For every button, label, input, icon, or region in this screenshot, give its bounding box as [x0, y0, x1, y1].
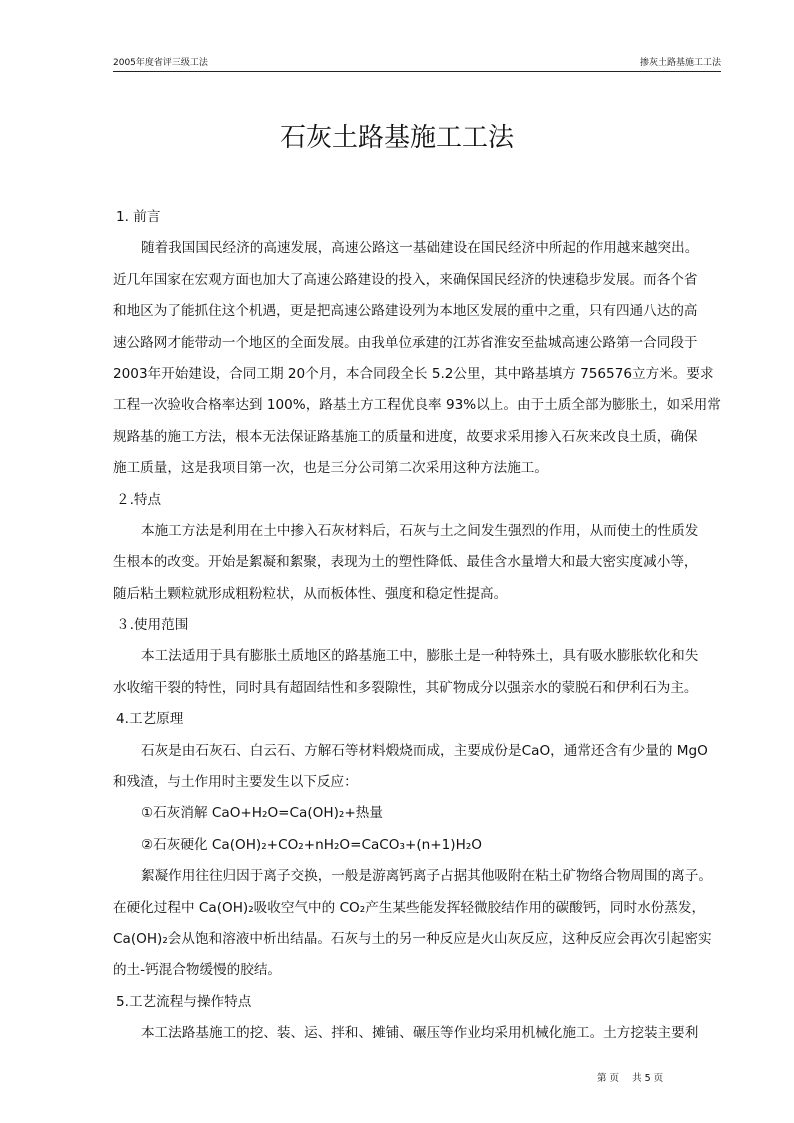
paragraph-line: 石灰是由石灰石、白云石、方解石等材料煅烧而成，主要成份是CaO，通常还含有少量的 MgO: [141, 742, 708, 759]
paragraph-line: ①石灰消解 CaO+H₂O=Ca(OH)₂+热量: [141, 805, 383, 822]
header-right-text: 掺灰土路基施工工法: [639, 58, 721, 68]
paragraph-line: 速公路网才能带动一个地区的全面发展。由我单位承建的江苏省淮安至盐城高速公路第一合同段于: [113, 334, 698, 351]
document-title: 石灰土路基施工工法: [279, 123, 514, 153]
document-body: [113, 202, 725, 1050]
paragraph-line: 本施工方法是利用在土中掺入石灰材料后，石灰与土之间发生强烈的作用，从而使土的性质发: [141, 522, 699, 539]
paragraph-line: 随着我国国民经济的高速发展，高速公路这一基础建设在国民经济中所起的作用越来越突出。: [141, 240, 699, 257]
page-header: [113, 56, 721, 70]
page-total: 共 5 页: [632, 1073, 664, 1084]
page-number: 第 页: [597, 1073, 620, 1084]
paragraph-line: 和地区为了能抓住这个机遇，更是把高速公路建设列为本地区发展的重中之重，只有四通八达的高: [113, 303, 698, 320]
paragraph-line: ②石灰硬化 Ca(OH)₂+CO₂+nH₂O=CaCO₃+(n+1)H₂O: [141, 836, 482, 853]
section-heading: 5.工艺流程与操作特点: [116, 993, 252, 1010]
section-heading: 4.工艺原理: [116, 711, 184, 728]
paragraph-line: 规路基的施工方法，根本无法保证路基施工的质量和进度，故要求采用掺入石灰来改良土质，确保: [113, 428, 698, 445]
paragraph-line: 2003年开始建设，合同工期 20个月，本合同段全长 5.2公里，其中路基填方 756576立方米。要求: [113, 365, 714, 382]
header-left-text: 2005年度省评三级工法: [113, 58, 208, 68]
paragraph-line: 施工质量，这是我项目第一次，也是三分公司第二次采用这种方法施工。: [113, 460, 548, 477]
paragraph-line: 絮凝作用往往归因于离子交换，一般是游离钙离子占据其他吸附在粘土矿物络合物周围的离子。: [141, 868, 712, 885]
paragraph-line: 生根本的改变。开始是絮凝和絮聚，表现为土的塑性降低、最佳含水量增大和最大密实度减小等，: [113, 554, 698, 571]
section-heading: ３.使用范围: [116, 617, 189, 634]
paragraph-line: 随后粘土颗粒就形成粗粉粒状，从而板体性、强度和稳定性提高。: [113, 585, 508, 602]
section-heading: ２.特点: [116, 491, 162, 508]
paragraph-line: 和残渣，与土作用时主要发生以下反应：: [113, 774, 358, 791]
paragraph-line: 水收缩干裂的特性，同时具有超固结性和多裂隙性，其矿物成分以强亲水的蒙脱石和伊利石为主。: [113, 679, 698, 696]
paragraph-line: Ca(OH)₂会从饱和溶液中析出结晶。石灰与土的另一种反应是火山灰反应，这种反应会再次引起密实: [113, 930, 712, 947]
paragraph-line: 工程一次验收合格率达到 100%，路基土方工程优良率 93%以上。由于土质全部为膨胀土，如采用常: [113, 397, 721, 414]
paragraph-line: 在硬化过程中 Ca(OH)₂吸收空气中的 CO₂产生某些能发挥轻微胶结作用的碳酸钙，同时水份蒸发，: [113, 899, 706, 916]
header-divider: [113, 71, 721, 72]
paragraph-line: 本工法适用于具有膨胀土质地区的路基施工中，膨胀土是一种特殊土，具有吸水膨胀软化和失: [141, 648, 699, 665]
paragraph-line: 的土-钙混合物缓慢的胶结。: [113, 962, 282, 979]
paragraph-line: 近几年国家在宏观方面也加大了高速公路建设的投入，来确保国民经济的快速稳步发展。而各个省: [113, 271, 698, 288]
section-heading: 1. 前言: [116, 209, 161, 225]
paragraph-line: 本工法路基施工的挖、装、运、拌和、摊铺、碾压等作业均采用机械化施工。土方挖装主要利: [141, 1025, 699, 1042]
page-footer: [597, 1072, 663, 1086]
